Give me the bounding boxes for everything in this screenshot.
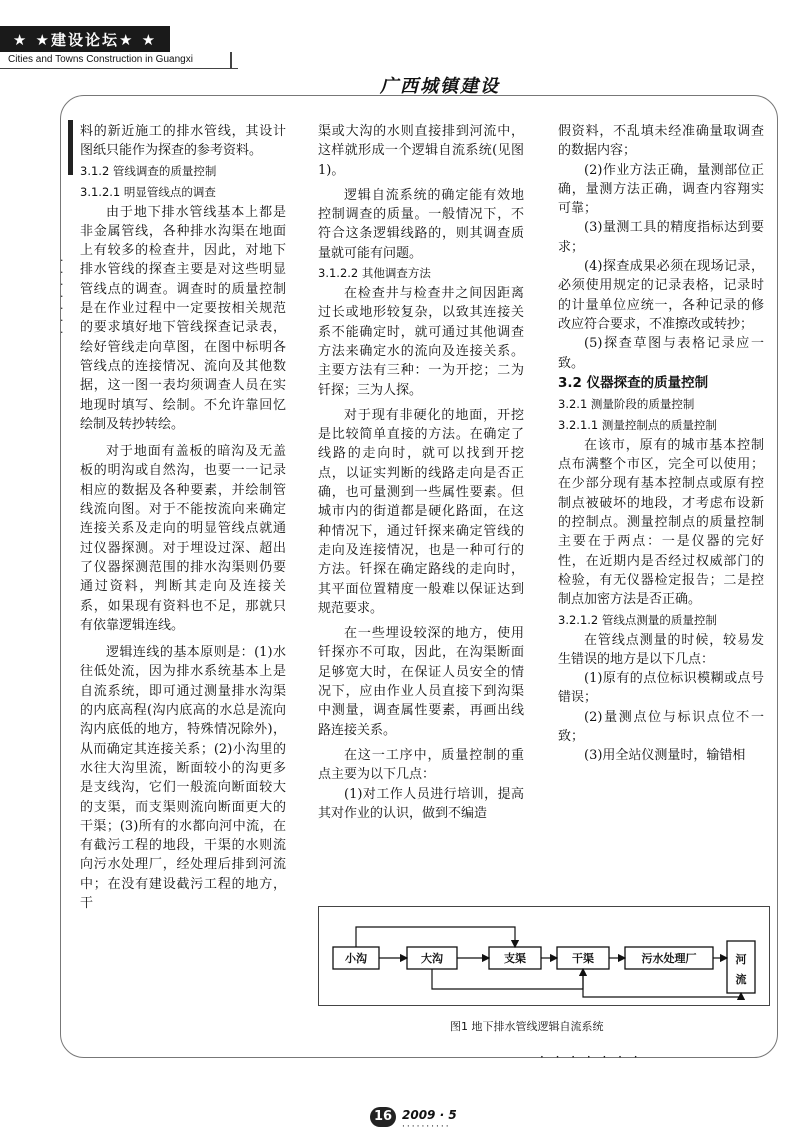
paragraph: (5)探查草图与表格记录应一致。 [558, 336, 764, 371]
issue-label: 2009 · 5 [402, 1108, 457, 1122]
paragraph: (1)原有的点位标识模糊或点号错误； [558, 671, 764, 706]
node-plant-label: 污水处理厂 [641, 952, 697, 965]
arrow-bypass-bottom [583, 969, 741, 997]
paragraph: (2)量测点位与标识点位不一致； [558, 709, 764, 745]
paragraph: 由于地下排水管线基本上都是非金属管线，各种排水沟渠在地面上有较多的检查井，因此，对地下排水管线的探查主要是对这些明显管线点的调查。调查时的质量控制是在作业过程中一定要按相关规范的要求填好地下管线探查记录表，绘好管线走向草图，在图中标明各管线点的连接情况、流向及其他数据，这一图一表均须调查人员在实地现时填写、绘制。不允许靠回忆绘制及转抄转绘。 [80, 204, 286, 432]
header-divider [230, 52, 232, 69]
paragraph: 逻辑自流系统的确定能有效地控制调查的质量。一般情况下，不符合这条逻辑线路的，则其调查质量就可能有问题。 [318, 187, 524, 261]
heading-3-1-2-1: 3.1.2.1 明显管线点的调查 [80, 184, 216, 199]
node-branch-label: 支渠 [504, 952, 526, 965]
flow-diagram [318, 906, 770, 1006]
node-trunk-label: 干渠 [572, 952, 594, 965]
column-3 [558, 122, 764, 766]
heading-3-1-2-2: 3.1.2.2 其他调查方法 [318, 266, 431, 281]
paragraph: 对于现有非硬化的地面，开挖是比较简单直接的方法。在确定了线路的走向时，就可以找到开挖点，以证实判断的线路走向是否正确，也可量测到一些属性要素。但城市内的街道都是硬化路面，在这种情况下，通过钎探来确定管线的走向及连接情况，也是一种可行的方法。钎探在确定路线的走向时，其平面位置精度一般难以保证达到规范要求。 [318, 407, 524, 616]
arrow-bypass-top [356, 927, 515, 947]
heading-3-2-1-1: 3.2.1.1 测量控制点的质量控制 [558, 417, 717, 432]
section-subtitle: Cities and Towns Construction in Guangxi [0, 52, 238, 69]
magazine-name: 广西城镇建设 [380, 76, 500, 97]
column-2 [318, 122, 524, 823]
paragraph: (3)用全站仪测量时，输错相 [584, 748, 746, 764]
decorative-dots: · · · · · · · [540, 1050, 642, 1064]
issue-dots: ·········· [402, 1122, 451, 1132]
heading-3-1-2: 3.1.2 管线调查的质量控制 [80, 163, 217, 178]
side-marker [68, 120, 73, 175]
node-river-label-a: 河 [735, 953, 747, 966]
paragraph: 对于地面有盖板的暗沟及无盖板的明沟或自然沟，也要一一记录相应的数据及各种要素，并绘制管线流向图。对于不能按流向来确定连接关系及走向的明显管线点就通过仪器探测。对于埋设过深、超出了仪器探测范围的排水沟渠则仍要通过资料，判断其走向及连接关系，如果现有资料也不足，那就只有依靠逻辑连线。 [80, 444, 286, 633]
heading-3-2: 3.2 仪器探查的质量控制 [558, 374, 709, 391]
paragraph: (4)探查成果必须在现场记录，必须使用规定的记录表格，记录时的计量单位应统一，各种记录的修改应符合要求，不准擦改或转抄； [558, 259, 764, 332]
paragraph: (1)对工作人员进行培训，提高其对作业的认识，做到不编造 [318, 786, 524, 821]
section-banner: ★ ★建设论坛★ ★ [0, 26, 170, 52]
figure-caption: 图1 地下排水管线逻辑自流系统 [450, 1020, 604, 1033]
heading-3-2-1: 3.2.1 测量阶段的质量控制 [558, 396, 695, 411]
node-big-ditch-label: 大沟 [421, 952, 443, 965]
paragraph: 料的新近施工的排水管线，其设计图纸只能作为探查的参考资料。 [80, 124, 286, 159]
side-dots: · · · · · · · [60, 254, 64, 339]
flow-diagram-svg [319, 907, 771, 1007]
paragraph: 在管线点测量的时候，较易发生错误的地方是以下几点： [558, 632, 764, 667]
page-number: 16 [370, 1107, 396, 1127]
paragraph: 逻辑连线的基本原则是：(1)水往低处流，因为排水系统基本上是自流系统，即可通过测量排水沟渠的内底高程(沟内底高的水总是流向沟内底低的地方，特殊情况除外)，从而确定其连接关系；(2)小沟里的水往大沟里流，断面较小的沟更多是支线沟，它们一般流向断面较大的支渠，而支渠则流向断面更大的干渠；(3)所有的水都向河中流，在有截污工程的地段，干渠的水则流向污水处理厂，经处理后排到河流中；在没有建设截污工程的地方，干 [80, 645, 286, 911]
paragraph: 在这一工序中，质量控制的重点主要为以下几点： [318, 747, 524, 783]
arrow-bypass-mid [432, 969, 583, 989]
paragraph: 在检查井与检查井之间因距离过长或地形较复杂，以致其连接关系不能确定时，就可通过其他调查方法来确定水的流向及连接关系。主要方法有三种：一为开挖；二为钎探；三为人探。 [318, 286, 524, 398]
column-1 [80, 122, 286, 913]
paragraph: 在一些埋设较深的地方，使用钎探亦不可取，因此，在沟渠断面足够宽大时，在保证人员安全的情况下，应由作业人员直接下到沟渠中测量，调查属性要素，再画出线路连接关系。 [318, 626, 524, 738]
node-river-label-b: 流 [735, 973, 747, 986]
paragraph: 假资料，不乱填未经准确量取调查的数据内容； [558, 124, 764, 159]
paragraph: 渠或大沟的水则直接排到河流中，这样就形成一个逻辑自流系统(见图1)。 [318, 124, 524, 178]
paragraph: 在该市，原有的城市基本控制点布满整个市区，完全可以使用；在少部分现有基本控制点或原有控制点被破坏的地段，才考虑布设新的控制点。测量控制点的质量控制主要在于两点：一是仪器的完好性，在近期内是否经过权威部门的检验，有无仪器检定报告；二是控制点加密方法是否正确。 [558, 437, 764, 608]
paragraph: (3)量测工具的精度指标达到要求； [558, 220, 764, 255]
heading-3-2-1-2: 3.2.1.2 管线点测量的质量控制 [558, 612, 717, 627]
node-small-ditch-label: 小沟 [345, 952, 367, 965]
paragraph: (2)作业方法正确，量测部位正确，量测方法正确，调查内容翔实可靠； [558, 162, 764, 217]
